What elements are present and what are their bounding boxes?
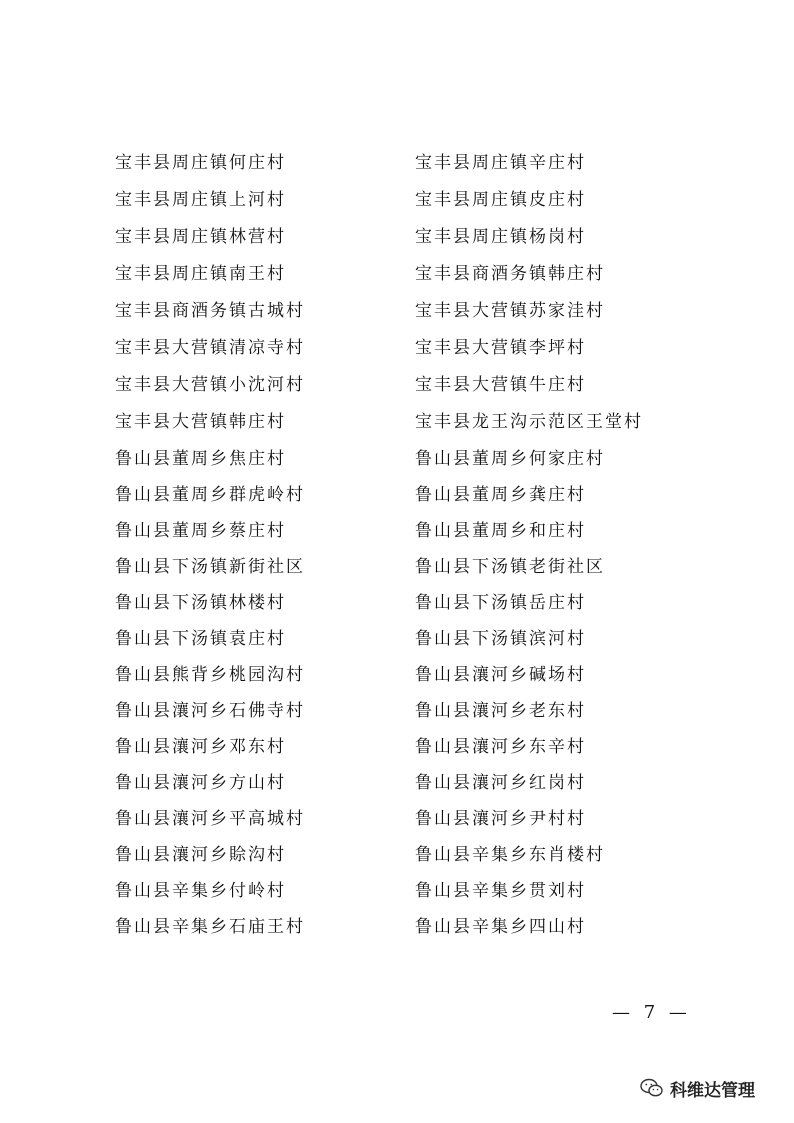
village-item: 宝丰县周庄镇皮庄村: [415, 190, 586, 210]
village-item: 鲁山县瀼河乡老东村: [415, 701, 586, 721]
village-item: 鲁山县瀼河乡东辛村: [415, 737, 586, 757]
village-item: 鲁山县辛集乡贯刘村: [415, 881, 586, 901]
village-item: 鲁山县董周乡何家庄村: [415, 449, 605, 469]
village-item: 鲁山县辛集乡东肖楼村: [415, 845, 605, 865]
village-item: 宝丰县龙王沟示范区王堂村: [415, 412, 643, 432]
village-item: 宝丰县大营镇牛庄村: [415, 375, 586, 395]
watermark: [640, 1074, 755, 1102]
village-item: 宝丰县周庄镇何庄村: [115, 153, 286, 173]
village-item: 鲁山县董周乡龚庄村: [415, 485, 586, 505]
village-item: 鲁山县辛集乡四山村: [415, 917, 586, 937]
village-item: 鲁山县董周乡群虎岭村: [115, 485, 305, 505]
right-village-list: [415, 145, 643, 945]
village-item: 鲁山县瀼河乡賒沟村: [115, 845, 286, 865]
village-item: 鲁山县瀼河乡方山村: [115, 773, 286, 793]
village-item: 鲁山县下汤镇新街社区: [115, 557, 305, 577]
village-item: 鲁山县辛集乡付岭村: [115, 881, 286, 901]
village-item: 宝丰县周庄镇辛庄村: [415, 153, 586, 173]
village-item: 鲁山县下汤镇林楼村: [115, 593, 286, 613]
village-item: 宝丰县周庄镇林营村: [115, 227, 286, 247]
village-item: 鲁山县下汤镇袁庄村: [115, 629, 286, 649]
village-item: 鲁山县董周乡和庄村: [415, 521, 586, 541]
village-item: 宝丰县大营镇小沈河村: [115, 375, 305, 395]
village-item: 鲁山县董周乡焦庄村: [115, 449, 286, 469]
village-item: 宝丰县商酒务镇韩庄村: [415, 264, 605, 284]
village-item: 鲁山县下汤镇岳庄村: [415, 593, 586, 613]
village-item: 宝丰县大营镇苏家洼村: [415, 301, 605, 321]
village-item: 鲁山县董周乡蔡庄村: [115, 521, 286, 541]
village-item: 宝丰县周庄镇南王村: [115, 264, 286, 284]
village-item: 宝丰县大营镇清凉寺村: [115, 338, 305, 358]
village-item: 鲁山县下汤镇滨河村: [415, 629, 586, 649]
village-item: 鲁山县瀼河乡邓东村: [115, 737, 286, 757]
village-item: 宝丰县周庄镇上河村: [115, 190, 286, 210]
village-item: 鲁山县瀼河乡碱场村: [415, 665, 586, 685]
watermark-text: 科维达管理: [670, 1080, 755, 1101]
left-village-list: [115, 145, 305, 945]
village-item: 鲁山县下汤镇老街社区: [415, 557, 605, 577]
wechat-icon: [640, 1078, 664, 1098]
village-item: 鲁山县瀼河乡红岗村: [415, 773, 586, 793]
village-item: 宝丰县大营镇李坪村: [415, 338, 586, 358]
village-item: 宝丰县商酒务镇古城村: [115, 301, 305, 321]
village-item: 鲁山县瀼河乡石佛寺村: [115, 701, 305, 721]
village-item: 鲁山县瀼河乡尹村村: [415, 809, 586, 829]
village-item: 宝丰县大营镇韩庄村: [115, 412, 286, 432]
village-item: 鲁山县辛集乡石庙王村: [115, 917, 305, 937]
village-item: 鲁山县瀼河乡平高城村: [115, 809, 305, 829]
village-item: 宝丰县周庄镇杨岗村: [415, 227, 586, 247]
page-number: — 7 —: [612, 1002, 691, 1023]
village-item: 鲁山县熊背乡桃园沟村: [115, 665, 305, 685]
